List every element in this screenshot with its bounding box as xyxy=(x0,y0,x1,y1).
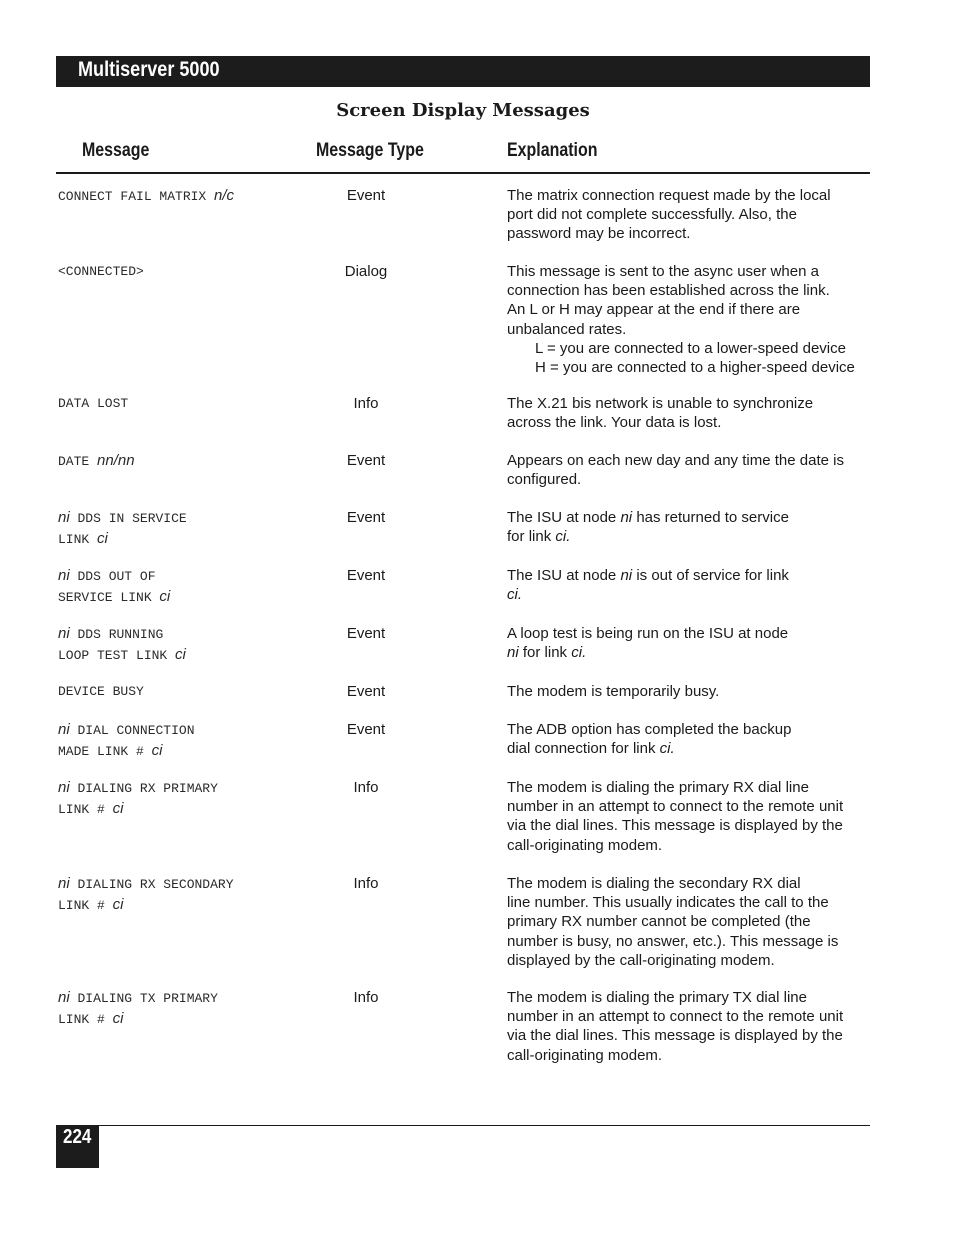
message-code: DATA LOST xyxy=(58,396,129,411)
message-type: Event xyxy=(346,452,386,469)
section-title: Screen Display Messages xyxy=(336,100,590,121)
message-code: DATE nn/nn xyxy=(58,452,135,469)
explanation-line: unbalanced rates. xyxy=(507,320,627,338)
message-code: ni DIALING RX PRIMARY LINK # ci xyxy=(58,779,218,817)
explanation-line: L = you are connected to a lower-speed device xyxy=(535,339,846,357)
page-number-box xyxy=(56,1125,99,1168)
explanation-line: ni for link ci. xyxy=(507,644,587,662)
explanation-line: dial connection for link ci. xyxy=(507,740,675,758)
message-type: Event xyxy=(346,509,386,526)
message-explanation xyxy=(507,451,872,489)
message-explanation xyxy=(507,394,872,432)
explanation-line: across the link. Your data is lost. xyxy=(507,414,722,432)
explanation-line: number in an attempt to connect to the remote unit xyxy=(507,1008,844,1026)
explanation-line: number in an attempt to connect to the remote unit xyxy=(507,798,844,816)
message-code: CONNECT FAIL MATRIX n/c xyxy=(58,187,235,204)
explanation-line: call-originating modem. xyxy=(507,836,663,854)
column-header-message: Message xyxy=(82,140,150,161)
explanation-line: password may be incorrect. xyxy=(507,225,691,243)
message-code: ni DDS OUT OF SERVICE LINK ci xyxy=(58,567,171,605)
message-code: DEVICE BUSY xyxy=(58,684,144,699)
message-explanation xyxy=(507,778,872,855)
column-header-explanation: Explanation xyxy=(507,140,598,161)
explanation-line: The ADB option has completed the backup xyxy=(507,721,792,738)
message-explanation xyxy=(507,624,872,662)
page-number: 224 xyxy=(63,1126,92,1148)
explanation-line: connection has been established across the link. xyxy=(507,282,830,300)
message-explanation xyxy=(507,988,872,1065)
explanation-line: port did not complete successfully. Also, the xyxy=(507,206,797,224)
explanation-line: for link ci. xyxy=(507,528,571,546)
message-explanation xyxy=(507,720,872,758)
message-explanation xyxy=(507,508,872,546)
message-code: ni DIALING RX SECONDARY LINK # ci xyxy=(58,875,234,913)
explanation-line: A loop test is being run on the ISU at node xyxy=(507,625,789,642)
explanation-line: The ISU at node ni has returned to service xyxy=(507,509,789,526)
explanation-line: The X.21 bis network is unable to synchronize xyxy=(507,395,814,412)
message-type: Info xyxy=(353,395,379,412)
message-explanation xyxy=(507,186,872,244)
explanation-line: H = you are connected to a higher-speed device xyxy=(535,359,855,377)
document-title: Multiserver 5000 xyxy=(78,58,220,81)
message-type: Dialog xyxy=(344,263,388,280)
explanation-line: ci. xyxy=(507,586,522,604)
message-explanation xyxy=(507,566,872,604)
explanation-line: call-originating modem. xyxy=(507,1046,663,1064)
footer-rule xyxy=(99,1125,870,1126)
explanation-line: An L or H may appear at the end if there are xyxy=(507,301,801,319)
message-type: Event xyxy=(346,721,386,738)
explanation-line: displayed by the call-originating modem. xyxy=(507,951,775,969)
explanation-line: The modem is temporarily busy. xyxy=(507,683,720,700)
explanation-line: via the dial lines. This message is displayed by the xyxy=(507,817,843,835)
message-explanation xyxy=(507,682,872,701)
explanation-line: The modem is dialing the secondary RX dial xyxy=(507,875,801,892)
message-code: ni DIAL CONNECTION MADE LINK # ci xyxy=(58,721,195,759)
message-type: Info xyxy=(353,779,379,796)
column-header-message-type: Message Type xyxy=(316,140,424,161)
explanation-line: The modem is dialing the primary RX dial line xyxy=(507,779,809,796)
explanation-line: via the dial lines. This message is displayed by the xyxy=(507,1027,843,1045)
message-type: Info xyxy=(353,875,379,892)
explanation-line: primary RX number cannot be completed (the xyxy=(507,913,811,931)
explanation-line: The ISU at node ni is out of service for link xyxy=(507,567,789,584)
explanation-line: The modem is dialing the primary TX dial line xyxy=(507,989,807,1006)
explanation-line: line number. This usually indicates the call to the xyxy=(507,894,829,912)
explanation-line: configured. xyxy=(507,471,582,489)
explanation-line: The matrix connection request made by the local xyxy=(507,187,831,204)
message-code: ni DIALING TX PRIMARY LINK # ci xyxy=(58,989,218,1027)
explanation-line: number is busy, no answer, etc.). This message is xyxy=(507,932,839,950)
message-code: ni DDS RUNNING LOOP TEST LINK ci xyxy=(58,625,186,663)
message-explanation xyxy=(507,874,872,970)
message-type: Info xyxy=(353,989,379,1006)
explanation-line: This message is sent to the async user when a xyxy=(507,263,819,280)
message-type: Event xyxy=(346,187,386,204)
message-type: Event xyxy=(346,625,386,642)
header-rule xyxy=(56,172,870,174)
message-code: ni DDS IN SERVICE LINK ci xyxy=(58,509,187,547)
explanation-line: Appears on each new day and any time the date is xyxy=(507,452,844,469)
message-type: Event xyxy=(346,567,386,584)
message-explanation xyxy=(507,262,872,377)
message-type: Event xyxy=(346,683,386,700)
header-bar xyxy=(56,56,870,87)
message-code: <CONNECTED> xyxy=(58,264,144,279)
